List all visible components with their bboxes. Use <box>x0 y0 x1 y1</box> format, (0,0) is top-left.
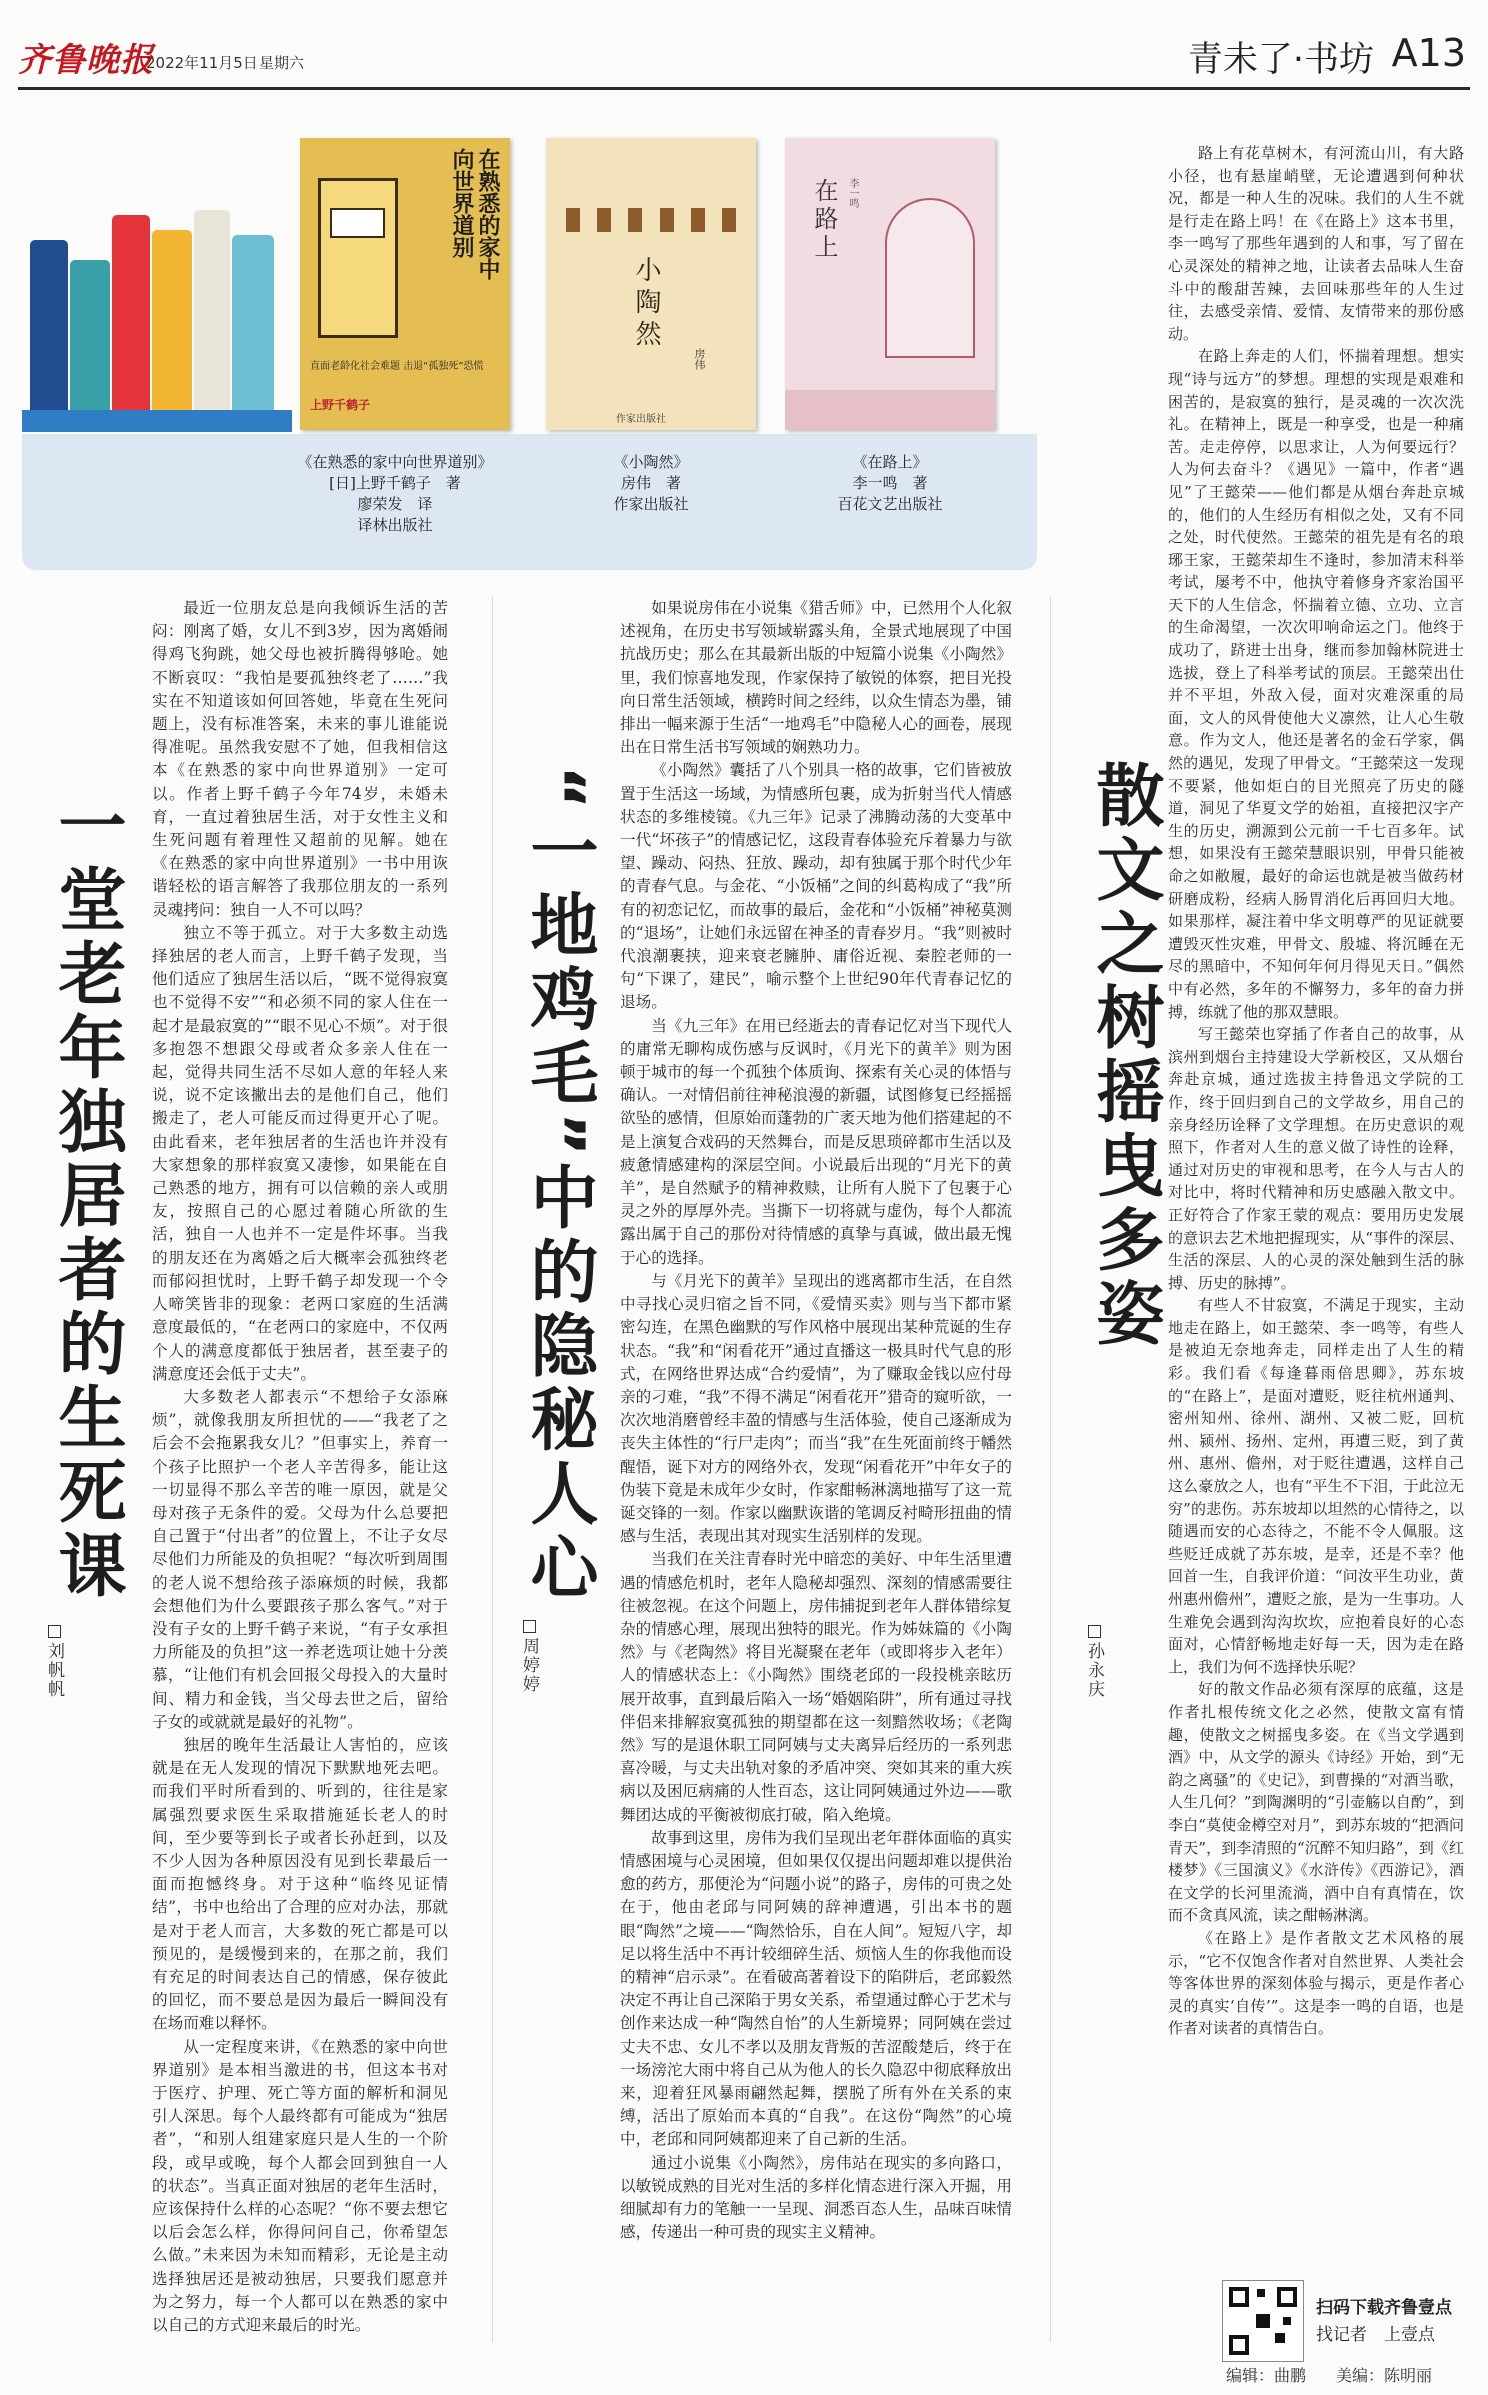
qr-code[interactable] <box>1222 2280 1304 2362</box>
book-caption-3: 《在路上》 李一鸣 著 百花文艺出版社 <box>837 453 943 513</box>
qr-note-1: 扫码下载齐鲁壹点 <box>1316 2298 1452 2318</box>
cover-author-1: 上野千鹤子 <box>310 398 371 412</box>
shelf <box>22 410 292 432</box>
article2-author: 周婷婷 <box>517 1620 542 1694</box>
article3-title: 散文之树摇曳多姿 <box>1085 760 1164 1352</box>
cover-author-3: 李一鸣 <box>847 178 858 208</box>
book-caption-2: 《小陶然》 房伟 著 作家出版社 <box>613 453 689 513</box>
cover-title-1: 在熟悉的家中向世界道别 <box>449 148 500 280</box>
editor-credit: 编辑：曲鹏 <box>1226 2366 1307 2385</box>
page-number: A13 <box>1391 31 1466 75</box>
article1-title: 一堂老年独居者的生死课 <box>47 790 126 1604</box>
cover-title-2: 小陶然 <box>631 256 661 352</box>
designer-credit: 美编：陈明丽 <box>1336 2366 1433 2385</box>
issue-weekday: 星期六 <box>259 54 305 72</box>
article1-author: 刘帆帆 <box>42 1625 67 1699</box>
article2-title: “一地鸡毛”中的隐秘人心 <box>519 765 598 1607</box>
issue-date: 2022年11月5日 <box>146 54 258 72</box>
article3-body: 路上有花草树木，有河流山川，有大路小径，也有悬崖峭壁，无论遭遇到何种状况，都是一种人生的况味。我们的人生不就是行走在路上吗！在《在路上》这本书里，李一鸣写了那些年遇到的人和事，写了留在心灵深处的精神之地，让读者去品味人生奋斗中的酸甜苦辣，去回味那些年的人生过往，去感受亲情、爱情、友情带来的那份感动。 在路上奔走的人们，怀揣着理想。想实现“诗与远方”的梦想。理想的实现是艰难和困苦的，是寂寞的独行，是灵魂的一次次洗礼。在精神上，既是一种享受，也是一种痛苦。走走停停，以思求让，人为何要远行？人为何去奋斗？《遇见》一篇中，作者“遇见”了王懿荣——他们都是从烟台奔赴京城的，他们的人生经历有相似之处，又有不同之处，时代使然。王懿荣的祖先是有名的琅琊王家，王懿荣却生不逢时，参加清末科举考试，屡考不中，他执守着修身齐家治国平天下的人生信念，怀揣着立德、立功、立言的生命渴望，一次次叩响命运之门。他终于成功了，跻进士出身，继而参加翰林院进士选拔，登上了科举考试的顶层。王懿荣出仕并不平坦，外敌入侵，面对灾难深重的局面，文人的风骨使他大义凛然，让人心生敬意。作为文人，他还是著名的金石学家，偶然的遇见，发现了甲骨文。“王懿荣这一发现不要紧，他如炬白的目光照亮了历史的隧道，洞见了华夏文学的始祖，直接把汉字产生的历史，溯源到公元前一千七百多年。试想，如果没有王懿荣慧眼识别，甲骨只能被命之如敝履，最好的命运也就是被当做药材研磨成粉，经病人肠胃消化后再回归大地。如果那样，凝注着中华文明尊严的见证就要遭毁灭性灾难，甲骨文、殷墟、将沉睡在无尽的黑暗中，不知何年何月得见天日。”偶然中有必然，多年的不懈努力，多年的奋力拼搏，练就了他的那双慧眼。 写王懿荣也穿插了作者自己的故事，从滨州到烟台主持建设大学新校区，又从烟台奔赴京城，通过选拔主持鲁迅文学院的工作，终于回归到自己的文学故乡，用自己的亲身经历诠释了文学理想。在历史意识的观照下，作者对人生的意义做了诗性的诠释，通过对历史的审视和思考，在今人与古人的对比中，将时代精神和历史感融入散文中。正好符合了作家王蒙的观点：要用历史发展的意识去艺术地把握现实，从“事件的深层、生活的深层、人的心灵的深处触到生活的脉搏、历史的脉搏”。 有些人不甘寂寞，不满足于现实，主动地走在路上，如王懿荣、李一鸣等，有些人是被迫无奈地奔走，同样走出了人生的精彩。我们看《每逢暮雨倍思卿》，苏东坡的“在路上”，是面对遭贬，贬往杭州通判、密州知州、徐州、湖州、又被二贬，回杭州、颍州、扬州、定州，再遭三贬，到了黄州、惠州、儋州，对于贬往遭遇，这样自己这么豪放之人，也有“平生不下泪，于此泣无穷”的悲伤。苏东坡却以坦然的心情待之，以随遇而安的心态待之，不能不令人佩服。这些贬迁成就了苏东坡，是幸，还是不幸？他回首一生，自我评价道：“问汝平生功业，黄州惠州儋州”，遭贬之旅，是为一生事功。人生难免会遇到沟沟坎坎，应抱着良好的心态面对，心情舒畅地走好每一天，因为走在路上，我们为何不选择快乐呢？ 好的散文作品必须有深厚的底蕴，这是作者扎根传统文化之必然，使散文富有情趣，使散文之树摇曳多姿。在《当文学遇到酒》中，从文学的源头《诗经》开始，到“无韵之离骚”的《史记》，到曹操的“对酒当歌，人生几何？”到陶渊明的“引壶觞以自酌”，到李白“莫使金樽空对月”，到苏东坡的“把酒问青天”，到李清照的“沉醉不知归路”，到《红楼梦》《三国演义》《水浒传》《西游记》，酒在文学的长河里流淌，酒中自有真情在，饮而不贪真风流，读之酣畅淋漓。 《在路上》是作者散文艺术风格的展示，“它不仅饱含作者对自然世界、人类社会等客体世界的深刻体验与揭示，更是作者心灵的真实‘自传’”。这是李一鸣的自语，也是作者对读者的真情告白。 <box>1168 144 1464 2038</box>
book-cover-3 <box>785 138 995 430</box>
masthead <box>18 22 1470 90</box>
cover-title-3: 在路上 <box>810 178 838 262</box>
section-title: 青未了·书坊 <box>1187 40 1374 80</box>
book-cover-2 <box>546 138 756 430</box>
newspaper-logo: 齐鲁晚报 <box>18 40 154 79</box>
cover-author-2: 房伟 <box>693 348 706 370</box>
article3-author: 孙永庆 <box>1082 1625 1107 1699</box>
book-cover-1 <box>300 138 510 430</box>
cover-publisher-2: 作家出版社 <box>616 414 666 425</box>
article2-body: 如果说房伟在小说集《猎舌师》中，已然用个人化叙述视角，在历史书写领域崭露头角，全景式地展现了中国抗战历史；那么在其最新出版的中短篇小说集《小陶然》里，我们惊喜地发现，作家保持了敏锐的体察，把目光投向日常生活领域，横跨时间之经纬，以众生情态为墨，铺排出一幅来源于生活“一地鸡毛”中隐秘人心的画卷，展现出在日常生活书写领域的娴熟功力。 《小陶然》囊括了八个别具一格的故事，它们皆被放置于生活这一场域，为情感所包裹，成为折射当代人情感状态的多维棱镜。《九三年》记录了沸腾动荡的大变革中一代“坏孩子”的情感记忆，这段青春体验充斥着暴力与欲望、躁动、闷热、狂放、躁动，却有独属于那个时代少年的青春气息。与金花、“小饭桶”之间的纠葛构成了“我”所有的初恋记忆，而故事的最后，金花和“小饭桶”神秘莫测的“退场”，让她们永远留在神圣的青春岁月。“我”则被时代浪潮裹挟，迎来衰老臃肿、庸俗近视、秦腔老师的一句“下课了，建民”，喻示整个上世纪90年代青春记忆的退场。 当《九三年》在用已经逝去的青春记忆对当下现代人的庸常无聊构成伤感与反讽时，《月光下的黄羊》则为困顿于城市的每一个孤独个体质询、探索有关心灵的体悟与确认。一对情侣前往神秘浪漫的新疆，试图修复已经摇摇欲坠的感情，但原始而蓬勃的广袤天地为他们搭建起的不是上演复合戏码的天然舞台，而是反思琐碎都市生活以及疲惫情感建构的深层空间。小说最后出现的“月光下的黄羊”，是自然赋予的精神救赎，让所有人脱下了包裹于心灵之外的厚厚外壳。当撕下一切将就与虚伪，每个人都流露出属于自己的那份对待情感的真挚与真诚，做出最无愧于心的选择。 与《月光下的黄羊》呈现出的逃离都市生活，在自然中寻找心灵归宿之旨不同，《爱情买卖》则与当下都市紧密勾连，在黑色幽默的写作风格中展现出某种荒诞的生存状态。“我”和“闲看花开”通过直播这一极具时代气息的形式，在网络世界达成“合约爱情”，为了赚取金钱以应付母亲的刁难，“我”不得不满足“闲看花开”猎奇的窥听欲，一次次地消磨曾经丰盈的情感与生活体验，使自己逐渐成为丧失主体性的“行尸走肉”；而当“我”在生死面前终于幡然醒悟，诞下对方的网络外衣，发现“闲看花开”中年女子的伪装下竟是未成年少女时，作家酣畅淋漓地描写了这一荒诞交锋的一刻。作家以幽默诙谐的笔调反衬畸形扭曲的情感与生活，表现出其对现实生活别样的发现。 当我们在关注青春时光中暗恋的美好、中年生活里遭遇的情感危机时，老年人隐秘却强烈、深刻的情感需要往往被忽视。在这个问题上，房伟捕捉到老年人群体错综复杂的情感心理，展现出独特的眼光。作为姊妹篇的《小陶然》与《老陶然》将目光凝聚在老年（或即将步入老年）人的情感状态上：《小陶然》围绕老邱的一段投桃亲眩历展开故事，直到最后陷入一场“婚姻陷阱”，所有通过寻找伴侣来排解寂寞孤独的期望都在这一刻黯然收场；《老陶然》写的是退休职工同阿姨与丈夫离异后经历的一系列悲喜冷暖，与丈夫出轨对象的矛盾冲突、突如其来的重大疾病以及困厄病痛的人性百态，这让同阿姨通过外边——歌舞团达成的平衡被彻底打破，陷入绝境。 故事到这里，房伟为我们呈现出老年群体面临的真实情感困境与心灵困境，但如果仅仅提出问题却难以提供治愈的药方，那便沦为“问题小说”的路子，房伟的可贵之处在于，他由老邱与同阿姨的辞神遭遇，引出本书的题眼“陶然”之境——“陶然恰乐，自在人间”。短短八字，却足以将生活中不再计较细碎生活、烦恼人生的你我他而设的精神“启示录”。在看破高著着设下的陷阱后，老邱毅然决定不再让自己深陷于男女关系，希望通过醉心于艺术与创作来达成一种“陶然自怡”的人生新境界；同阿姨在尝过丈夫不忠、女儿不孝以及朋友背叛的苦涩酸楚后，终于在一场滂沱大雨中将自己从为他人的长久隐忍中彻底释放出来，迎着狂风暴雨翩然起舞，摆脱了所有外在关系的束缚，活出了原始而本真的“自我”。在这份“陶然”的心境中，老邱和同阿姨都迎来了自己新的生活。 通过小说集《小陶然》，房伟站在现实的多向路口，以敏锐成熟的目光对生活的多样化情态进行深入开掘，用细腻却有力的笔触一一呈现、洞悉百态人生，品味百味情感，传递出一种可贵的现实主义精神。 <box>620 599 1012 2242</box>
article1-body: 最近一位朋友总是向我倾诉生活的苦闷：刚离了婚，女儿不到3岁，因为离婚闹得鸡飞狗跳，她父母也被折腾得够呛。她不断哀叹：“我怕是要孤独终老了……”我实在不知道该如何回答她，毕竟在生死问题上，没有标准答案，未来的事儿谁能说得准呢。虽然我安慰不了她，但我相信这本《在熟悉的家中向世界道别》一定可以。作者上野千鹤子今年74岁，未婚未育，一直过着独居生活，对于女性主义和生死问题有着理性又超前的见解。她在《在熟悉的家中向世界道别》一书中用诙谐轻松的语言解答了我那位朋友的一系列灵魂拷问：独自一人不可以吗？ 独立不等于孤立。对于大多数主动选择独居的老人而言，上野千鹤子发现，当他们适应了独居生活以后，“既不觉得寂寞也不觉得不安”“和必须不同的家人住在一起才是最寂寞的”“眼不见心不烦”。对于很多抱怨不想跟父母或者众多亲人住在一起，觉得共同生活不尽如人意的年轻人来说，说不定该撇出去的是他们自己，他们搬走了，老人可能反而过得更开心了呢。由此看来，老年独居者的生活也许并没有大家想象的那样寂寞又凄惨，如果能在自己熟悉的地方，拥有可以信赖的亲人或朋友，按照自己的心愿过着随心所欲的生活，独自一人也并不一定是件坏事。当我的朋友还在为离婚之后大概率会孤独终老而郁闷担忧时，上野千鹤子却发现一个令人啼笑皆非的现象：老两口家庭的生活满意度最低的，“在老两口的家庭中，不仅两个人的满意度都低于独居者，甚至妻子的满意度还会低于丈夫”。 大多数老人都表示“不想给子女添麻烦”，就像我朋友所担忧的——“我老了之后会不会拖累我女儿？”但事实上，养育一个孩子比照护一个老人辛苦得多，能让这一切显得不那么辛苦的唯一原因，就是父母对孩子无条件的爱。父母为什么总要把自己置于“付出者”的位置上，不让子女尽尽他们力所能及的负担呢？“每次听到周围的老人说不想给孩子添麻烦的时候，我都会想他们为什么要跟孩子那么客气。”对于没有子女的上野千鹤子来说，“有子女承担力所能及的负担”这一养老选项让她十分羡慕，“让他们有机会回报父母投入的大量时间、精力和金钱，当父母去世之后，留给子女的或就就是最好的礼物”。 独居的晚年生活最让人害怕的，应该就是在无人发现的情况下默默地死去吧。而我们平时所看到的、听到的，往往是家属强烈要求医生采取措施延长老人的时间，至少要等到长子或者长孙赶到，以及不少人因为各种原因没有见到长辈最后一面而抱憾终身。对于这种“临终见证情结”，书中也给出了合理的应对办法，那就是对于老人而言，大多数的死亡都是可以预见的，是缓慢到来的，在那之前，我们有充足的时间表达自己的情感，保存彼此的回忆，而不要总是因为最后一瞬间没有在场而难以释怀。 从一定程度来讲，《在熟悉的家中向世界道别》是本相当激进的书，但这本书对于医疗、护理、死亡等方面的解析和洞见引人深思。每个人最终都有可能成为“独居者”，“和别人组建家庭只是人生的一个阶段，或早或晚，每个人都会回到独自一人的状态”。当真正面对独居的老年生活时，应该保持什么样的心态呢？“你不要去想它以后会怎么样，你得问问自己，你希望怎么做。”未来因为未知而精彩，无论是主动选择独居还是被动独居，只要我们愿意并为之努力，每一个人都可以在熟悉的家中以自己的方式迎来最后的时光。 <box>152 599 448 2335</box>
qr-note-2: 找记者 上壹点 <box>1316 2325 1435 2345</box>
book-caption-1: 《在熟悉的家中向世界道别》 [日]上野千鹤子 著 廖荣发 译 译林出版社 <box>297 453 493 534</box>
cover-tagline-1: 直面老龄化社会难题 击退“孤独死”恐慌 <box>310 361 484 372</box>
